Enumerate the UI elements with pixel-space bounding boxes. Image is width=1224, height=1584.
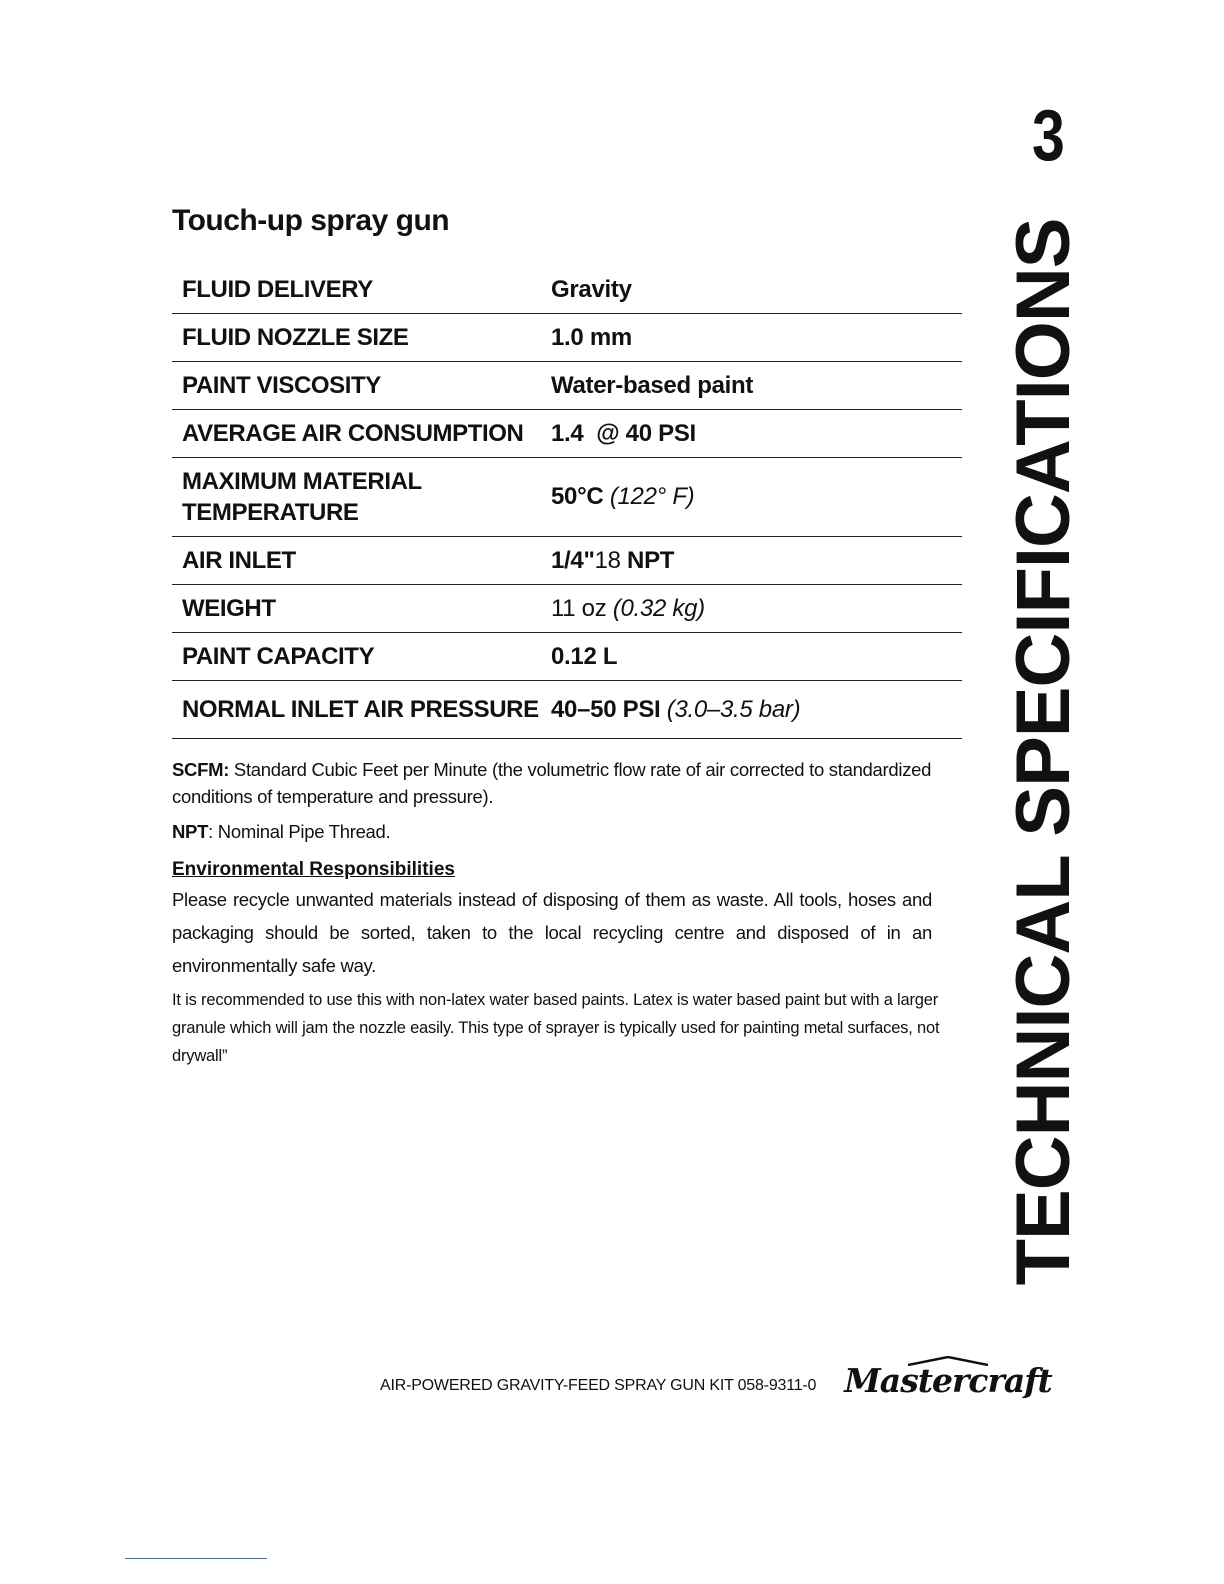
spec-value-main: 1/4" bbox=[551, 546, 595, 574]
spec-value bbox=[551, 372, 753, 400]
spec-value-main: 11 oz bbox=[551, 594, 607, 622]
spec-label bbox=[172, 466, 551, 528]
spec-label: AVERAGE AIR CONSUMPTION bbox=[182, 420, 524, 447]
spec-value bbox=[551, 696, 800, 724]
spec-value-main: Gravity bbox=[551, 275, 632, 303]
spec-value-main: Water-based paint bbox=[551, 371, 754, 399]
spec-label-line: TEMPERATURE bbox=[182, 499, 359, 526]
spec-table bbox=[172, 266, 962, 739]
spec-row-air-consumption bbox=[172, 410, 962, 458]
spec-value-alt: (3.0–3.5 bar) bbox=[666, 695, 801, 723]
mastercraft-logo bbox=[830, 1354, 1066, 1400]
spec-value bbox=[551, 324, 632, 352]
spec-value-thread: 18 bbox=[594, 546, 621, 574]
spec-value-main: 0.12 L bbox=[551, 642, 618, 670]
spec-value-main: 1.4 @ 40 PSI bbox=[551, 419, 696, 447]
spec-value-alt: (122° F) bbox=[609, 483, 695, 510]
divider-line bbox=[125, 1558, 267, 1559]
footer-product: AIR-POWERED GRAVITY-FEED SPRAY GUN KIT 058-9311-0 bbox=[380, 1377, 817, 1394]
spec-value-main: 1.0 mm bbox=[551, 323, 632, 351]
note-text: Standard Cubic Feet per Minute (the volumetric flow rate of air corrected to standardized conditions of temperature and pressure). bbox=[172, 759, 932, 807]
note-text: : Nominal Pipe Thread. bbox=[208, 821, 391, 842]
spec-label: PAINT CAPACITY bbox=[182, 643, 375, 670]
note-term: SCFM: bbox=[172, 759, 230, 780]
spec-label: FLUID NOZZLE SIZE bbox=[182, 324, 409, 351]
spec-label: AIR INLET bbox=[182, 547, 296, 574]
spec-label: NORMAL INLET AIR PRESSURE bbox=[182, 696, 539, 723]
spec-value bbox=[551, 420, 696, 448]
spec-row-fluid-nozzle-size bbox=[172, 314, 962, 362]
spec-row-paint-viscosity bbox=[172, 362, 962, 410]
spec-label-line: MAXIMUM MATERIAL bbox=[182, 468, 422, 495]
spec-value bbox=[551, 276, 632, 304]
spec-row-paint-capacity bbox=[172, 633, 962, 681]
side-title: TECHNICAL SPECIFICATIONS bbox=[1001, 218, 1086, 1286]
chapter-number: 3 bbox=[1032, 96, 1065, 176]
spec-label: WEIGHT bbox=[182, 595, 276, 622]
spec-value bbox=[551, 547, 674, 575]
spec-value-main: 50°C bbox=[551, 483, 604, 510]
spec-row-weight bbox=[172, 585, 962, 633]
spec-label: FLUID DELIVERY bbox=[182, 276, 373, 303]
spec-value-main: 40–50 PSI bbox=[551, 695, 661, 723]
environment-heading: Environmental Responsibilities bbox=[172, 859, 455, 880]
notes-section bbox=[172, 756, 962, 1070]
logo-wordmark: Mastercraft bbox=[844, 1361, 1052, 1400]
spec-label: PAINT VISCOSITY bbox=[182, 372, 381, 399]
spec-row-fluid-delivery bbox=[172, 266, 962, 314]
section-title: Touch-up spray gun bbox=[172, 204, 450, 237]
spec-value-unit: NPT bbox=[627, 546, 675, 574]
spec-value bbox=[551, 643, 617, 671]
spec-row-max-temperature bbox=[172, 458, 962, 537]
spec-value bbox=[551, 483, 694, 511]
note-term: NPT bbox=[172, 821, 209, 842]
spec-row-air-inlet bbox=[172, 537, 962, 585]
environment-text: Please recycle unwanted materials instead of disposing of them as waste. All tools, hoses and packaging should be sorted, taken to the local recycling centre and disposed of in an environmentally safe way. bbox=[172, 889, 932, 976]
npt-note bbox=[172, 818, 962, 845]
scfm-note bbox=[172, 756, 962, 810]
recommendation-text: It is recommended to use this with non-latex water based paints. Latex is water based paint but with a larger granule which will jam the nozzle easily. This type of sprayer is typically used for painting metal surfaces, not drywall” bbox=[172, 991, 940, 1065]
spec-row-inlet-pressure bbox=[172, 681, 962, 739]
spec-value-alt: (0.32 kg) bbox=[612, 594, 705, 622]
spec-value bbox=[551, 595, 705, 623]
